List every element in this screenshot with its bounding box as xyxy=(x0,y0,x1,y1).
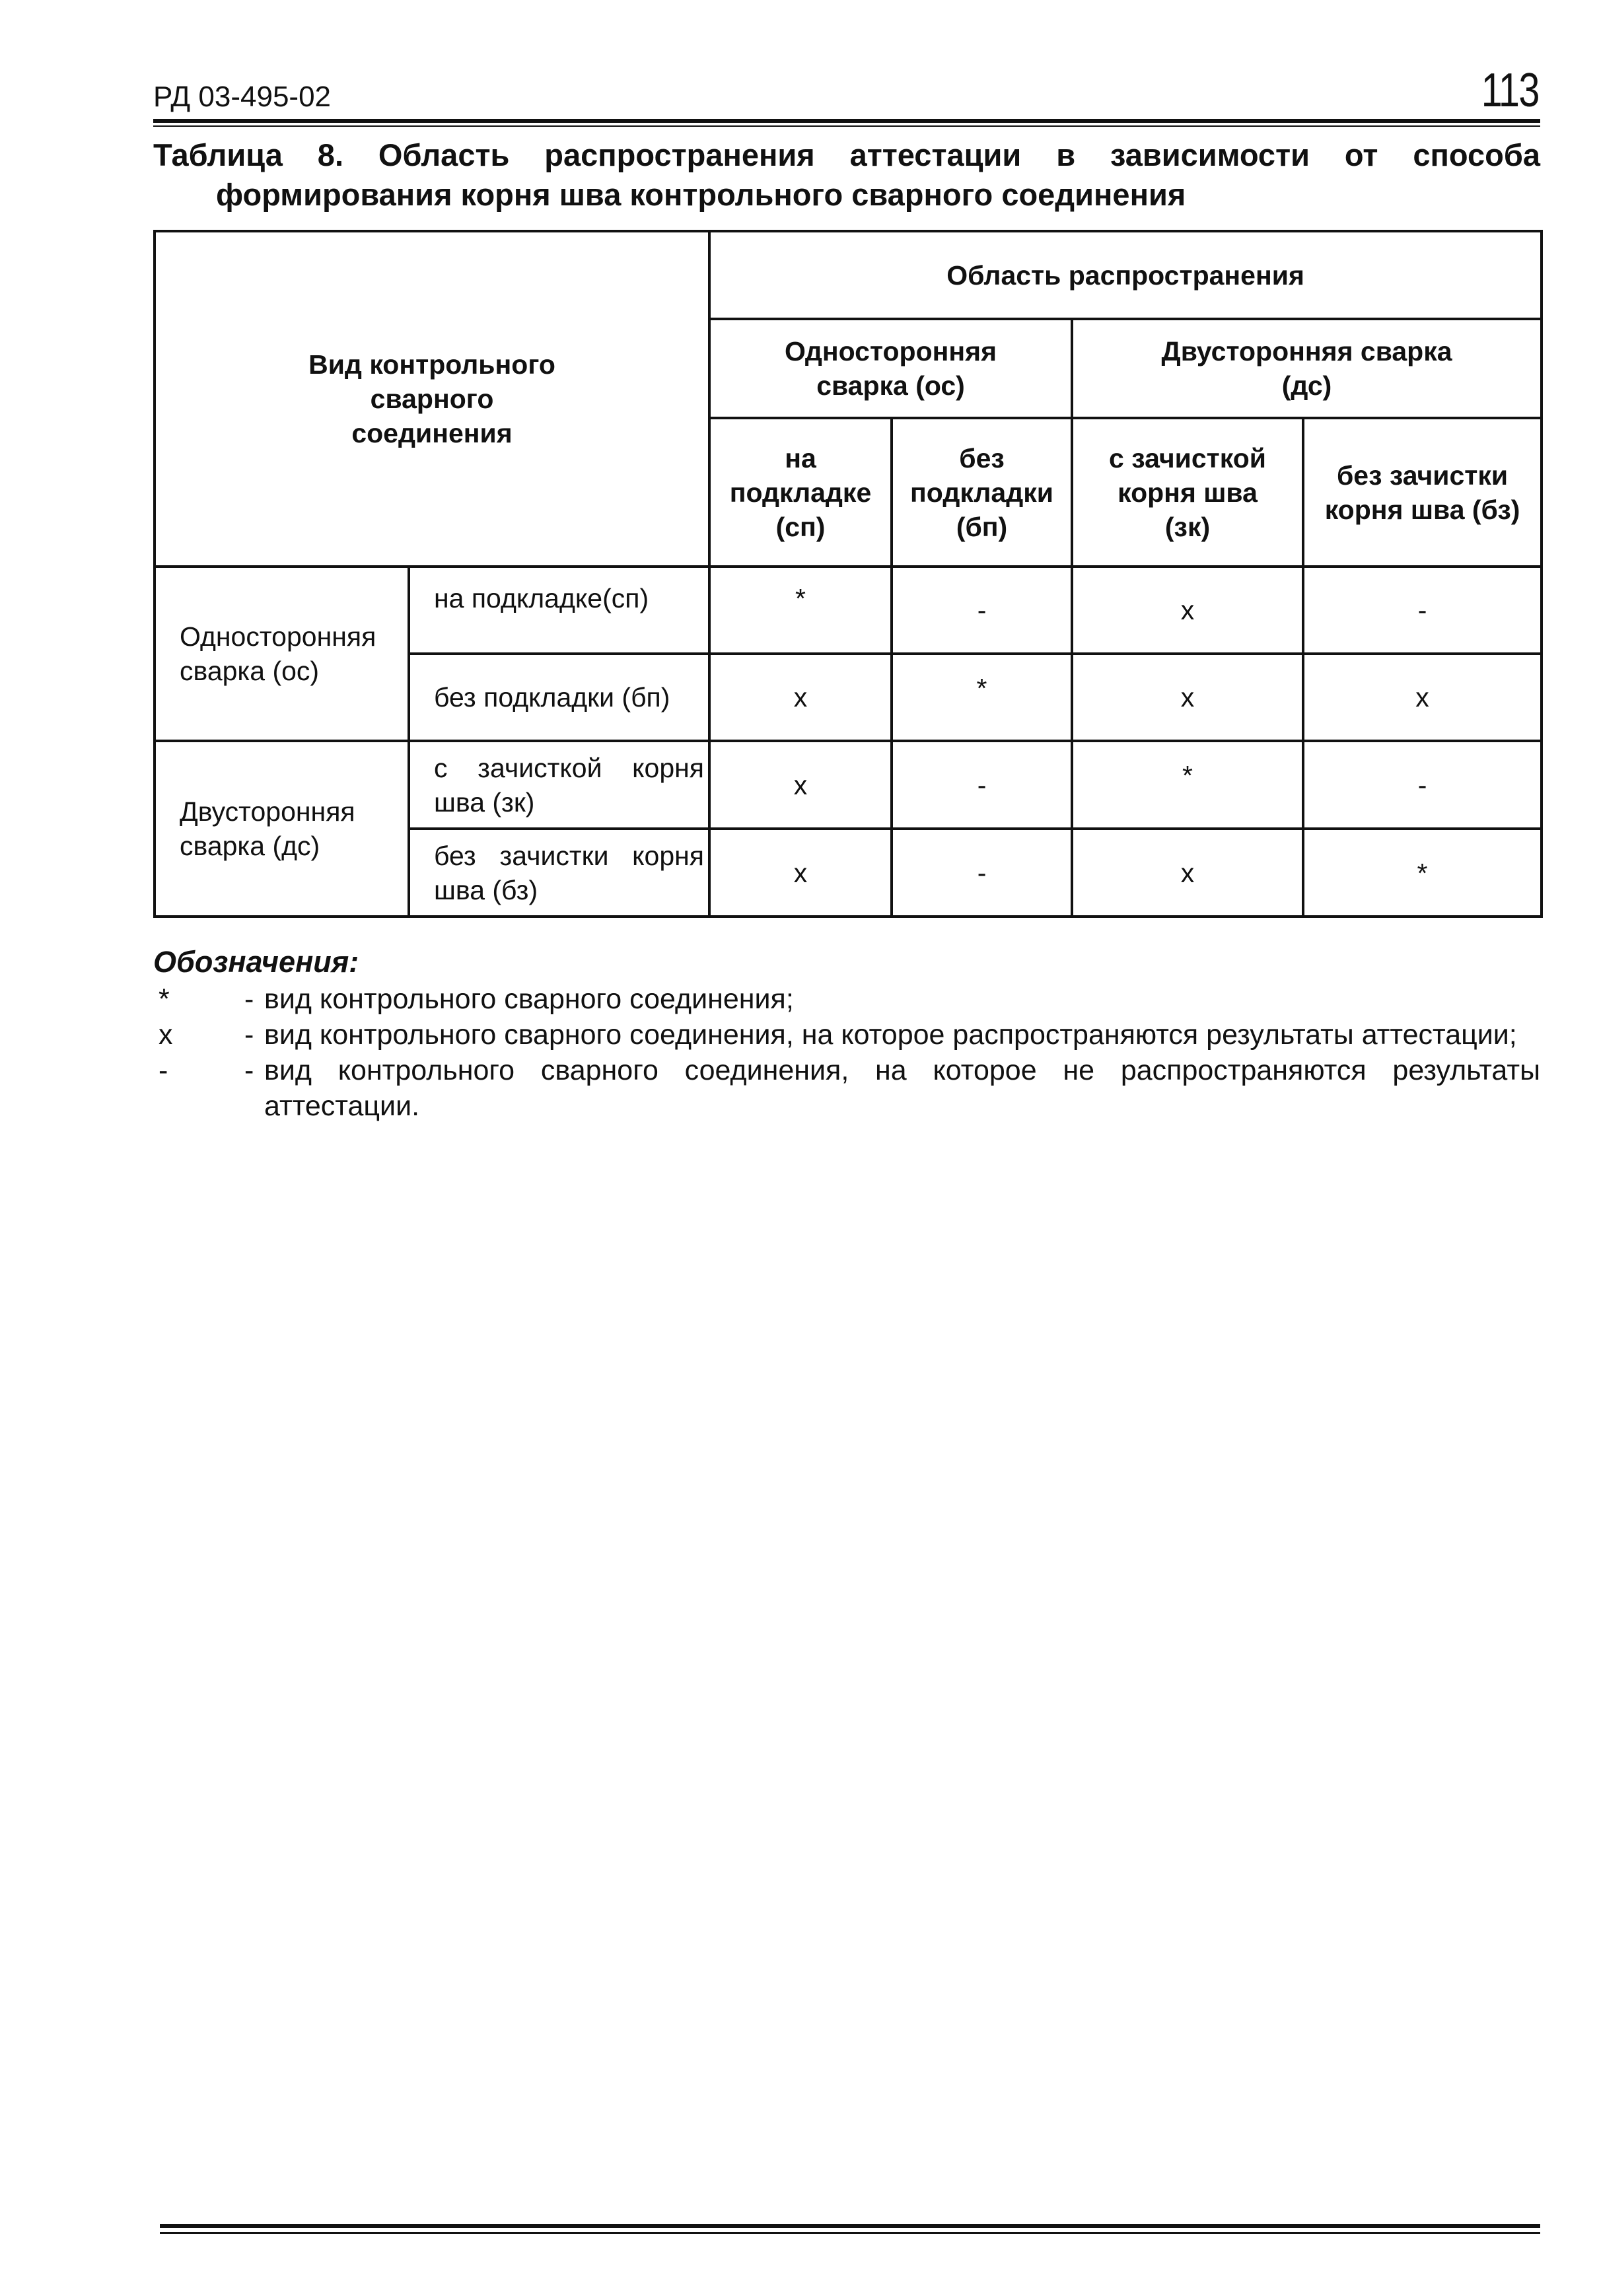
row-label-zk: с зачисткой корня шва (зк) xyxy=(409,741,709,829)
legend-dash: - xyxy=(244,983,254,1015)
table-cell: x xyxy=(1303,654,1542,741)
attestation-scope-table xyxy=(153,230,1543,918)
table-cell: * xyxy=(1303,829,1542,917)
table-cell: x xyxy=(709,829,892,917)
page-header xyxy=(153,64,1540,119)
row-label-bz: без зачистки корня шва (бз) xyxy=(409,829,709,917)
legend-text: вид контрольного сварного соединения; xyxy=(264,983,794,1015)
page-number: 113 xyxy=(1481,64,1539,117)
table-cell: x xyxy=(709,654,892,741)
table-cell: x xyxy=(1072,654,1303,741)
corner-header: Вид контрольного сварного соединения xyxy=(155,231,709,567)
table-cell: - xyxy=(892,829,1072,917)
column-header-bp: без подкладки (бп) xyxy=(892,418,1072,567)
table-cell: x xyxy=(1072,829,1303,917)
legend-item xyxy=(153,1017,1540,1053)
header-rule xyxy=(153,119,1540,123)
header-rule-thin xyxy=(153,125,1540,127)
legend-item xyxy=(153,1053,1540,1124)
scope-header: Область распространения xyxy=(709,231,1542,319)
row-label-bp: без подкладки (бп) xyxy=(409,654,709,741)
legend-dash: - xyxy=(244,1019,254,1051)
table-cell: * xyxy=(892,654,1072,741)
row-group-two-sided: Двусторонняя сварка (дс) xyxy=(155,741,409,917)
legend-dash: - xyxy=(244,1055,254,1086)
row-group-one-sided: Односторонняя сварка (ос) xyxy=(155,567,409,741)
caption-line-1: Таблица 8. Область распространения аттестации в зависимости от способа xyxy=(153,137,1540,172)
footer-rule xyxy=(160,2224,1540,2228)
table-caption xyxy=(153,135,1540,215)
table-cell: - xyxy=(1303,741,1542,829)
table-cell: x xyxy=(1072,567,1303,654)
legend-text: вид контрольного сварного соединения, на которое не распространяются результаты аттестации. xyxy=(264,1055,1540,1122)
document-code: РД 03-495-02 xyxy=(153,81,332,113)
legend-symbol-dash: - xyxy=(159,1055,168,1086)
table-cell: - xyxy=(892,567,1072,654)
table-cell: - xyxy=(892,741,1072,829)
group-header-one-sided: Односторонняя сварка (ос) xyxy=(709,319,1072,418)
column-header-sp: на подкладке (сп) xyxy=(709,418,892,567)
table-cell: * xyxy=(709,567,892,654)
table-cell: * xyxy=(1072,741,1303,829)
footer-rule-thin xyxy=(160,2232,1540,2234)
column-header-bz: без зачистки корня шва (бз) xyxy=(1303,418,1542,567)
column-header-zk: с зачисткой корня шва (зк) xyxy=(1072,418,1303,567)
legend-item xyxy=(153,981,1540,1017)
row-label-sp: на подкладке(сп) xyxy=(409,567,709,654)
table-cell: - xyxy=(1303,567,1542,654)
caption-line-2: формирования корня шва контрольного сварного соединения xyxy=(216,177,1186,212)
legend-symbol-asterisk: * xyxy=(159,983,170,1015)
legend-text: вид контрольного сварного соединения, на которое распространяются результаты аттестации; xyxy=(264,1019,1517,1051)
legend xyxy=(153,944,1540,1124)
legend-title: Обозначения: xyxy=(153,945,359,979)
group-header-two-sided: Двусторонняя сварка (дс) xyxy=(1072,319,1542,418)
legend-symbol-x: x xyxy=(159,1019,173,1051)
table-cell: x xyxy=(709,741,892,829)
